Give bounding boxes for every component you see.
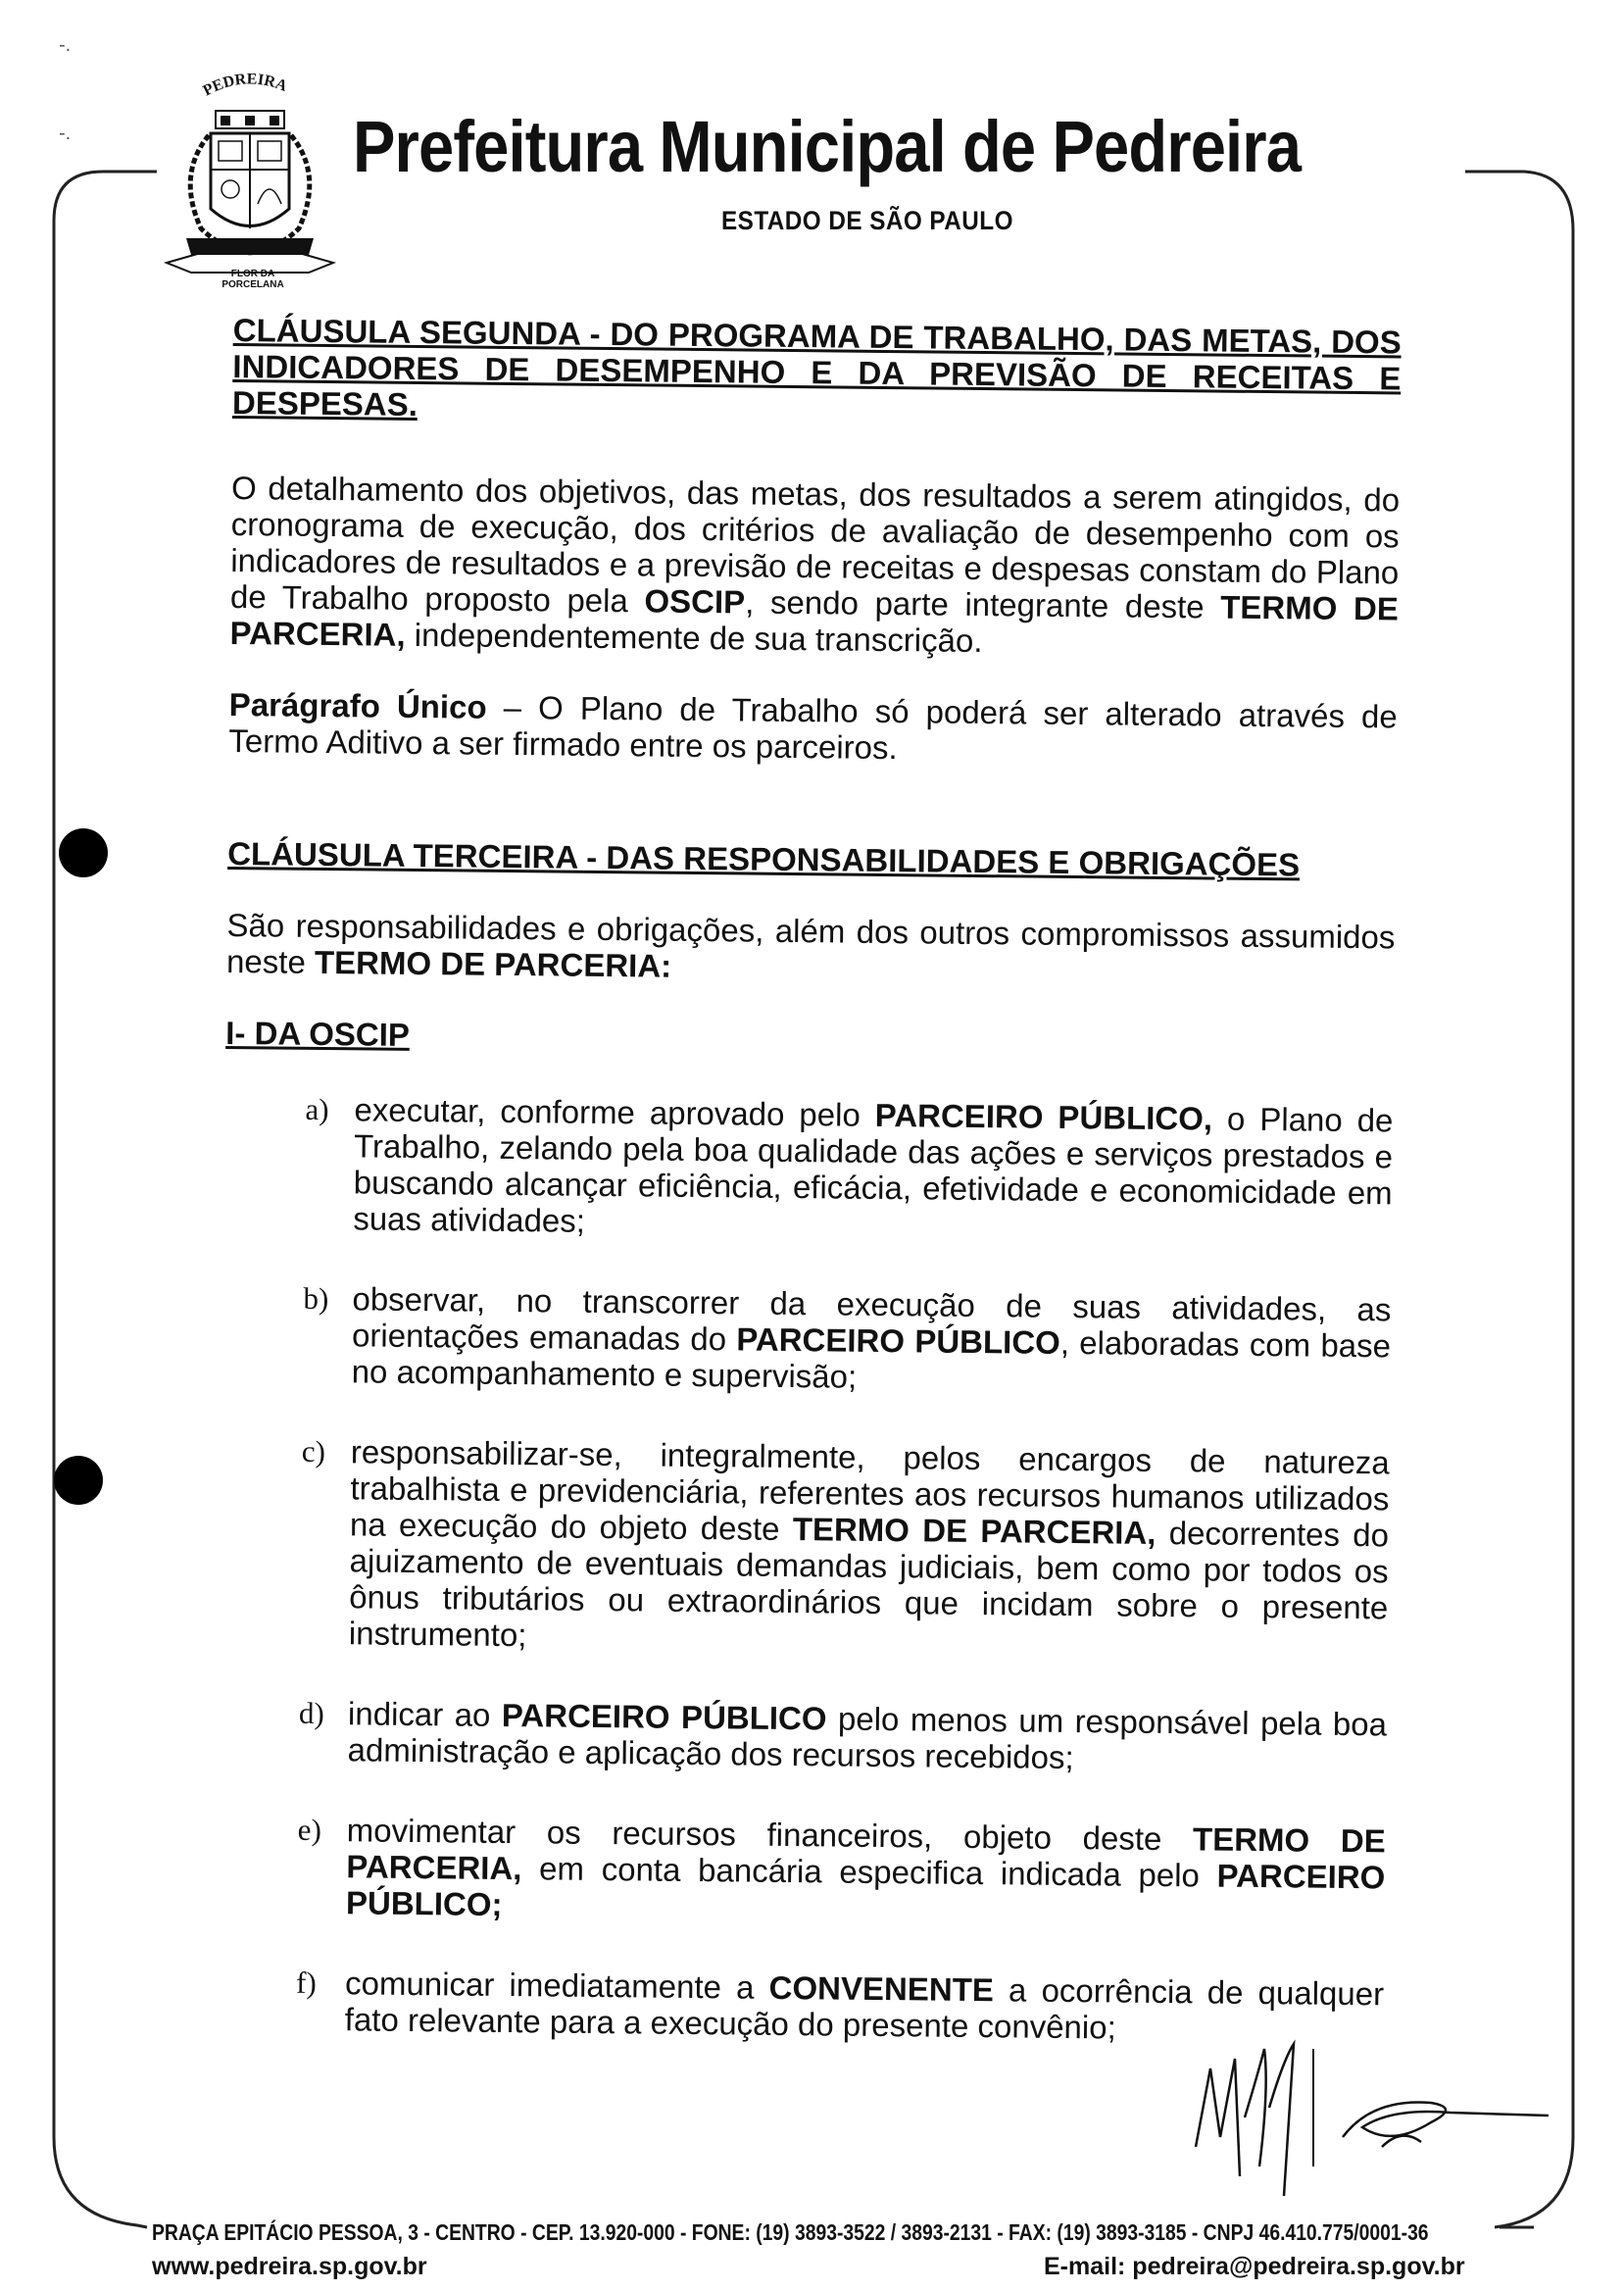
list-item-f: f) comunicar imediatamente a CONVENENTE a ocorrência de qualquer fato relevante para a execução do presente convênio;	[295, 1965, 1385, 2046]
document-body	[216, 312, 1402, 2048]
list-item-a: a) executar, conforme aprovado pelo PARCEIRO PÚBLICO, o Plano de Trabalho, zelando pela boa qualidade das ações e serviços prestados e buscando alcançar eficiência, eficácia, efetividade e economicidade em suas atividades;	[305, 1091, 1394, 1239]
clause2-sole-paragraph: Parágrafo Único – O Plano de Trabalho só poderá ser alterado através de Termo Aditivo a ser firmado entre os parceiros.	[228, 685, 1398, 767]
list-item-d: d) indicar ao PARCEIRO PÚBLICO pelo menos um responsável pela boa administração e aplicação dos recursos recebidos;	[298, 1695, 1388, 1776]
footer-address: PRAÇA EPITÁCIO PESSOA, 3 - CENTRO - CEP. 13.920-000 - FONE: (19) 3893-3522 / 3893-2131 - FAX: (19) 3893-3185 - CNPJ 46.410.775/0001-36	[152, 2219, 1429, 2245]
page-subtitle: ESTADO DE SÃO PAULO	[721, 206, 1013, 235]
svg-text:-.: -.	[59, 123, 72, 144]
svg-text:-.: -.	[59, 34, 72, 56]
footer-website: www.pedreira.sp.gov.br	[152, 2253, 427, 2280]
punch-hole-bottom	[54, 1456, 103, 1505]
clause3-intro: São responsabilidades e obrigações, além dos outros compromissos assumidos neste TERMO DE PARCERIA:	[225, 906, 1396, 984]
footer-email: E-mail: pedreira@pedreira.sp.gov.br	[1044, 2253, 1465, 2280]
list-item-b: b) observar, no transcorrer da execução de suas atividades, as orientações emanadas do PARCEIRO PÚBLICO, elaboradas com base no acompanhamento e supervisão;	[303, 1280, 1392, 1395]
seal-text-bottom: FLOR DA PORCELANA	[221, 269, 284, 290]
punch-hole-top	[59, 828, 108, 877]
handwritten-signature	[1166, 2029, 1578, 2206]
list-item-e: e) movimentar os recursos financeiros, objeto deste TERMO DE PARCERIA, em conta bancária especifica indicada pelo PARCEIRO PÚBLICO;	[297, 1812, 1386, 1922]
page-title: Prefeitura Municipal de Pedreira	[353, 106, 1302, 187]
svg-text:PEDREIRA	[200, 71, 289, 99]
clause2-heading: CLÁUSULA SEGUNDA - DO PROGRAMA DE TRABALHO, DAS METAS, DOS INDICADORES DE DESEMPENHO E DA PREVISÃO DE RECEITAS E DESPESAS.	[231, 312, 1402, 423]
list-item-c: c) responsabilizar-se, integralmente, pelos encargos de natureza trabalhista e previdenciária, referentes aos recursos humanos utilizados na execução do objeto deste TERMO DE PARCERIA, decorrentes do ajuizamento de eventuais demandas judiciais, bem como por todos os ônus tributários ou extraordinários que incidam sobre o presente instrumento;	[301, 1433, 1390, 1654]
clause3-heading: CLÁUSULA TERCEIRA - DAS RESPONSABILIDADES E OBRIGAÇÕES	[227, 834, 1301, 883]
oscip-subheading: I- DA OSCIP	[225, 1014, 411, 1053]
seal-text-top: PEDREIRA	[200, 71, 290, 100]
municipal-seal	[162, 67, 338, 292]
clause2-paragraph: O detalhamento dos objetivos, das metas, dos resultados a serem atingidos, do cronograma de execução, dos critérios de avaliação de desempenho com os indicadores de resultados e a previsão de receitas e despesas constam do Plano de Trabalho proposto pela OSCIP, sendo parte integrante deste TERMO DE PARCERIA, independentemente de sua transcrição.	[229, 469, 1401, 660]
